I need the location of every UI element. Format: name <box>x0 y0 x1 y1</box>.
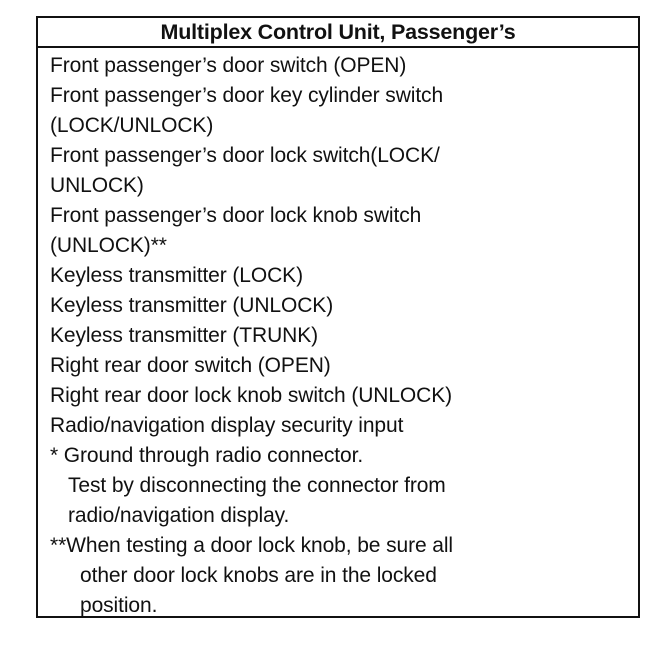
footnote-position: position. <box>80 594 158 617</box>
line-key-cylinder-lock-unlock: (LOCK/UNLOCK) <box>50 114 214 137</box>
footnote-ground-radio-connector: * Ground through radio connector. <box>50 444 364 467</box>
line-keyless-transmitter-unlock: Keyless transmitter (UNLOCK) <box>50 294 334 317</box>
line-right-rear-door-switch: Right rear door switch (OPEN) <box>50 354 331 377</box>
table-body <box>38 48 638 621</box>
line-radio-navigation-security-input: Radio/navigation display security input <box>50 414 404 437</box>
line-right-rear-lock-knob-switch: Right rear door lock knob switch (UNLOCK) <box>50 384 453 407</box>
line-door-lock-switch-unlock: UNLOCK) <box>50 174 144 197</box>
footnote-testing-door-lock-knob: **When testing a door lock knob, be sure all <box>50 534 453 557</box>
footnote-test-disconnecting: Test by disconnecting the connector from <box>68 474 446 497</box>
footnote-radio-navigation-display: radio/navigation display. <box>68 504 290 527</box>
line-front-passenger-door-lock-switch: Front passenger’s door lock switch(LOCK/ <box>50 144 440 167</box>
line-front-passenger-key-cylinder-switch: Front passenger’s door key cylinder switch <box>50 84 444 107</box>
table-title: Multiplex Control Unit, Passenger’s <box>38 18 638 48</box>
line-front-passenger-door-switch: Front passenger’s door switch (OPEN) <box>50 54 407 77</box>
line-lock-knob-unlock: (UNLOCK)** <box>50 234 167 257</box>
footnote-other-lock-knobs-locked: other door lock knobs are in the locked <box>80 564 437 587</box>
line-keyless-transmitter-trunk: Keyless transmitter (TRUNK) <box>50 324 319 347</box>
line-front-passenger-lock-knob-switch: Front passenger’s door lock knob switch <box>50 204 422 227</box>
multiplex-control-unit-table <box>36 16 640 618</box>
line-keyless-transmitter-lock: Keyless transmitter (LOCK) <box>50 264 303 287</box>
